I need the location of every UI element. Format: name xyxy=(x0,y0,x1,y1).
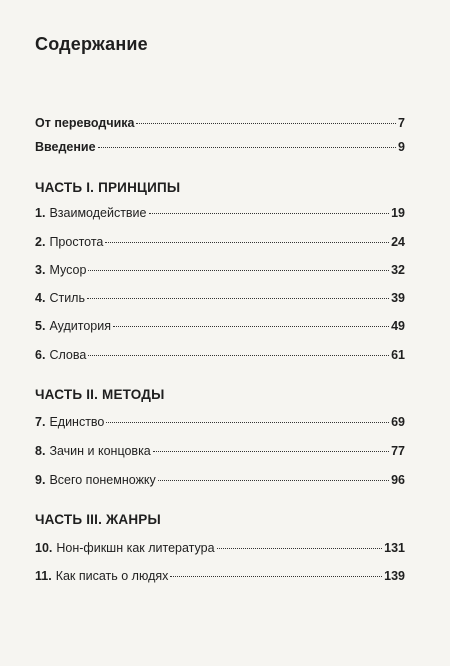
dot-leader xyxy=(98,147,396,148)
toc-entry-ch2[interactable] xyxy=(35,235,405,250)
toc-entry-intro[interactable] xyxy=(35,140,405,155)
toc-entry-label: Единство xyxy=(49,415,105,429)
chapter-number: 9. xyxy=(35,473,46,487)
toc-entry-ch1[interactable] xyxy=(35,206,405,221)
chapter-number: 7. xyxy=(35,415,46,429)
toc-entry-label: От переводчика xyxy=(35,116,135,130)
toc-entry-ch7[interactable] xyxy=(35,415,405,430)
toc-entry-page: 24 xyxy=(391,235,405,249)
chapter-number: 2. xyxy=(35,235,46,249)
toc-entry-page: 69 xyxy=(391,415,405,429)
toc-entry-page: 61 xyxy=(391,348,405,362)
toc-entry-ch10[interactable] xyxy=(35,541,405,556)
toc-entry-label: Мусор xyxy=(49,263,87,277)
toc-entry-page: 49 xyxy=(391,319,405,333)
toc-entry-ch11[interactable] xyxy=(35,569,405,584)
toc-entry-label: Аудитория xyxy=(49,319,111,333)
toc-entry-ch8[interactable] xyxy=(35,444,405,459)
toc-entry-page: 19 xyxy=(391,206,405,220)
dot-leader xyxy=(217,548,383,549)
page-title: Содержание xyxy=(35,34,148,54)
toc-entry-label: Как писать о людях xyxy=(55,569,169,583)
dot-leader xyxy=(170,576,382,577)
toc-entry-page: 96 xyxy=(391,473,405,487)
dot-leader xyxy=(149,213,390,214)
dot-leader xyxy=(105,242,389,243)
toc-entry-label: Слова xyxy=(49,348,87,362)
chapter-number: 8. xyxy=(35,444,46,458)
chapter-number: 4. xyxy=(35,291,46,305)
dot-leader xyxy=(88,355,389,356)
dot-leader xyxy=(87,298,389,299)
chapter-number: 1. xyxy=(35,206,46,220)
toc-entry-page: 131 xyxy=(384,541,405,555)
chapter-number: 3. xyxy=(35,263,46,277)
toc-entry-ch6[interactable] xyxy=(35,348,405,363)
toc-entry-ch3[interactable] xyxy=(35,263,405,278)
toc-entry-ch9[interactable] xyxy=(35,473,405,488)
chapter-number: 5. xyxy=(35,319,46,333)
dot-leader xyxy=(88,270,389,271)
toc-entry-page: 7 xyxy=(398,116,405,130)
toc-entry-label: Стиль xyxy=(49,291,85,305)
toc-entry-page: 32 xyxy=(391,263,405,277)
part-1-heading: ЧАСТЬ I. ПРИНЦИПЫ xyxy=(35,180,181,195)
toc-entry-label: Взаимодействие xyxy=(49,206,147,220)
dot-leader xyxy=(136,123,396,124)
chapter-number: 6. xyxy=(35,348,46,362)
toc-entry-label: Всего понемножку xyxy=(49,473,156,487)
toc-entry-label: Простота xyxy=(49,235,104,249)
toc-entry-translator[interactable] xyxy=(35,116,405,131)
toc-entry-label: Нон-фикшн как литература xyxy=(56,541,215,555)
toc-entry-label: Зачин и концовка xyxy=(49,444,151,458)
dot-leader xyxy=(113,326,389,327)
chapter-number: 11. xyxy=(35,569,52,583)
toc-entry-page: 139 xyxy=(384,569,405,583)
chapter-number: 10. xyxy=(35,541,53,555)
toc-entry-ch5[interactable] xyxy=(35,319,405,334)
dot-leader xyxy=(106,422,389,423)
toc-entry-page: 9 xyxy=(398,140,405,154)
part-3-heading: ЧАСТЬ III. ЖАНРЫ xyxy=(35,512,161,527)
toc-entry-label: Введение xyxy=(35,140,96,154)
dot-leader xyxy=(158,480,389,481)
toc-entry-page: 39 xyxy=(391,291,405,305)
toc-entry-page: 77 xyxy=(391,444,405,458)
part-2-heading: ЧАСТЬ II. МЕТОДЫ xyxy=(35,387,165,402)
toc-entry-ch4[interactable] xyxy=(35,291,405,306)
dot-leader xyxy=(153,451,389,452)
